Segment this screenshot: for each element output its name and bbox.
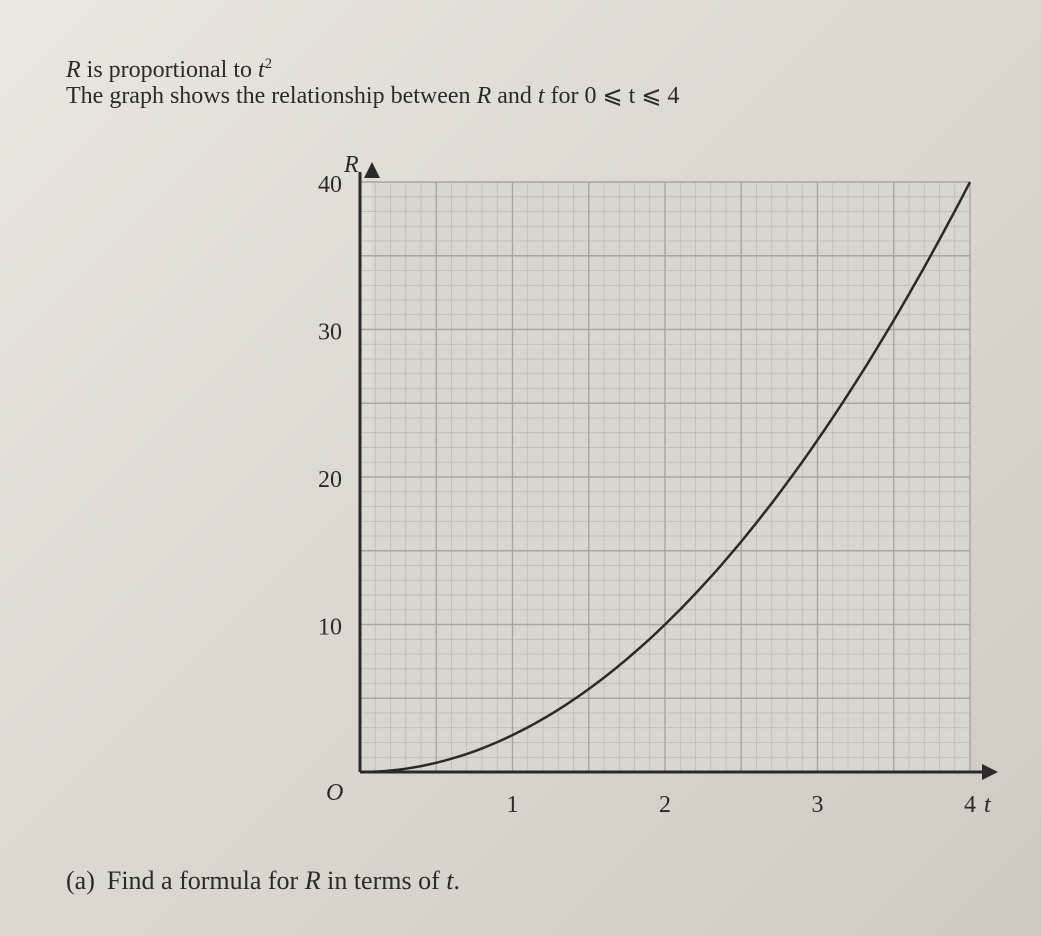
x-tick-label: 1: [506, 792, 519, 818]
x-tick-label: 4: [964, 792, 976, 818]
x-axis-arrow: [982, 764, 998, 780]
var-t: t: [446, 866, 454, 895]
x-tick-label: 2: [659, 792, 671, 818]
part-a-label: (a): [66, 866, 95, 895]
and-text: and: [491, 83, 538, 109]
part-a-text: Find a formula for: [106, 866, 305, 895]
proportional-text: is proportional to: [80, 57, 258, 83]
graph-shows-text: The graph shows the relationship between: [66, 83, 477, 109]
y-tick-label: 10: [318, 614, 342, 641]
var-t: t: [537, 83, 545, 109]
part-a-end: .: [453, 866, 460, 895]
y-axis-arrow: [364, 162, 380, 178]
y-tick-label: 40: [318, 172, 342, 198]
y-axis-label: R: [344, 152, 359, 178]
y-tick-label: 20: [318, 467, 342, 493]
range-text: 0 ⩽ t ⩽ 4: [584, 83, 680, 109]
expr-exponent: 2: [264, 56, 273, 72]
y-tick-label: 30: [318, 319, 342, 346]
part-a-mid: in terms of: [320, 866, 447, 895]
x-tick-label: 3: [811, 792, 824, 818]
var-r: R: [66, 57, 81, 83]
x-axis-label: t: [984, 792, 991, 818]
origin-label: O: [326, 780, 344, 806]
expr-base: t: [258, 57, 265, 83]
for-text: for: [544, 83, 585, 109]
var-r: R: [476, 83, 492, 109]
var-r: R: [304, 866, 321, 895]
part-a-question: [66, 866, 460, 896]
